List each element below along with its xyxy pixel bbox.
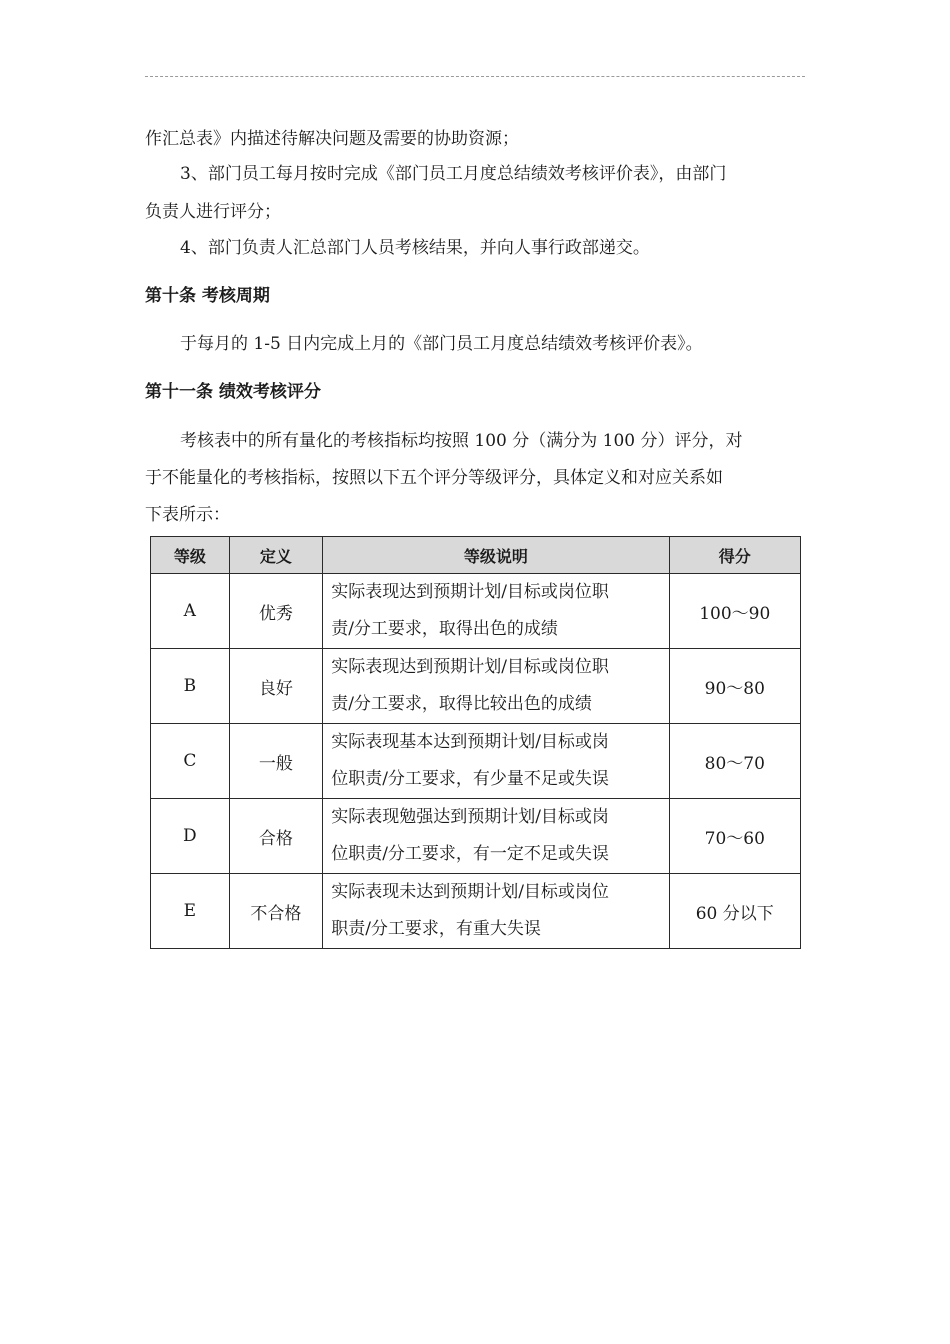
description-line: 责/分工要求，取得出色的成绩 [331, 619, 558, 639]
description-line: 实际表现未达到预期计划/目标或岗位 [331, 882, 609, 902]
header-score: 得分 [669, 537, 800, 574]
cell-description [323, 724, 669, 799]
description-line: 实际表现达到预期计划/目标或岗位职 [331, 657, 609, 677]
cell-score: 100～90 [669, 574, 800, 649]
header-divider [145, 76, 805, 77]
cell-description [323, 574, 669, 649]
description-line: 实际表现基本达到预期计划/目标或岗 [331, 732, 609, 752]
table-row [151, 649, 801, 724]
section-heading-scoring: 第十一条 绩效考核评分 [145, 382, 321, 402]
paragraph-scoring-line-1: 考核表中的所有量化的考核指标均按照 100 分（满分为 100 分）评分，对 [180, 431, 743, 451]
paragraph-continuation: 作汇总表》内描述待解决问题及需要的协助资源； [145, 129, 519, 149]
table-row [151, 724, 801, 799]
description-line: 位职责/分工要求，有少量不足或失误 [331, 769, 609, 789]
paragraph-assessment-period: 于每月的 1-5 日内完成上月的《部门员工月度总结绩效考核评价表》。 [180, 334, 703, 354]
cell-definition: 一般 [229, 724, 323, 799]
paragraph-item-3: 3、部门员工每月按时完成《部门员工月度总结绩效考核评价表》，由部门 [180, 164, 727, 184]
cell-definition: 不合格 [229, 874, 323, 949]
paragraph-scoring-line-3: 下表所示： [145, 505, 230, 525]
grade-definition-table [150, 536, 801, 949]
description-line: 实际表现勉强达到预期计划/目标或岗 [331, 807, 609, 827]
cell-description [323, 799, 669, 874]
table-row [151, 574, 801, 649]
header-grade: 等级 [151, 537, 230, 574]
cell-definition: 优秀 [229, 574, 323, 649]
table-row [151, 874, 801, 949]
cell-grade: D [151, 799, 230, 874]
cell-grade: A [151, 574, 230, 649]
paragraph-item-4: 4、部门负责人汇总部门人员考核结果，并向人事行政部递交。 [180, 238, 650, 258]
description-line: 位职责/分工要求，有一定不足或失误 [331, 844, 609, 864]
section-heading-assessment-period: 第十条 考核周期 [145, 286, 270, 306]
cell-definition: 合格 [229, 799, 323, 874]
cell-description [323, 874, 669, 949]
cell-grade: C [151, 724, 230, 799]
cell-definition: 良好 [229, 649, 323, 724]
cell-score: 90～80 [669, 649, 800, 724]
description-line: 责/分工要求，取得比较出色的成绩 [331, 694, 592, 714]
description-line: 实际表现达到预期计划/目标或岗位职 [331, 582, 609, 602]
table-row [151, 799, 801, 874]
description-line: 职责/分工要求，有重大失误 [331, 919, 541, 939]
cell-score: 70～60 [669, 799, 800, 874]
cell-score: 60 分以下 [669, 874, 800, 949]
cell-grade: E [151, 874, 230, 949]
header-description: 等级说明 [323, 537, 669, 574]
table-header-row [151, 537, 801, 574]
cell-grade: B [151, 649, 230, 724]
cell-description [323, 649, 669, 724]
paragraph-scoring-line-2: 于不能量化的考核指标，按照以下五个评分等级评分，具体定义和对应关系如 [145, 468, 723, 488]
header-definition: 定义 [229, 537, 323, 574]
cell-score: 80～70 [669, 724, 800, 799]
paragraph-item-3-continued: 负责人进行评分； [145, 202, 281, 222]
